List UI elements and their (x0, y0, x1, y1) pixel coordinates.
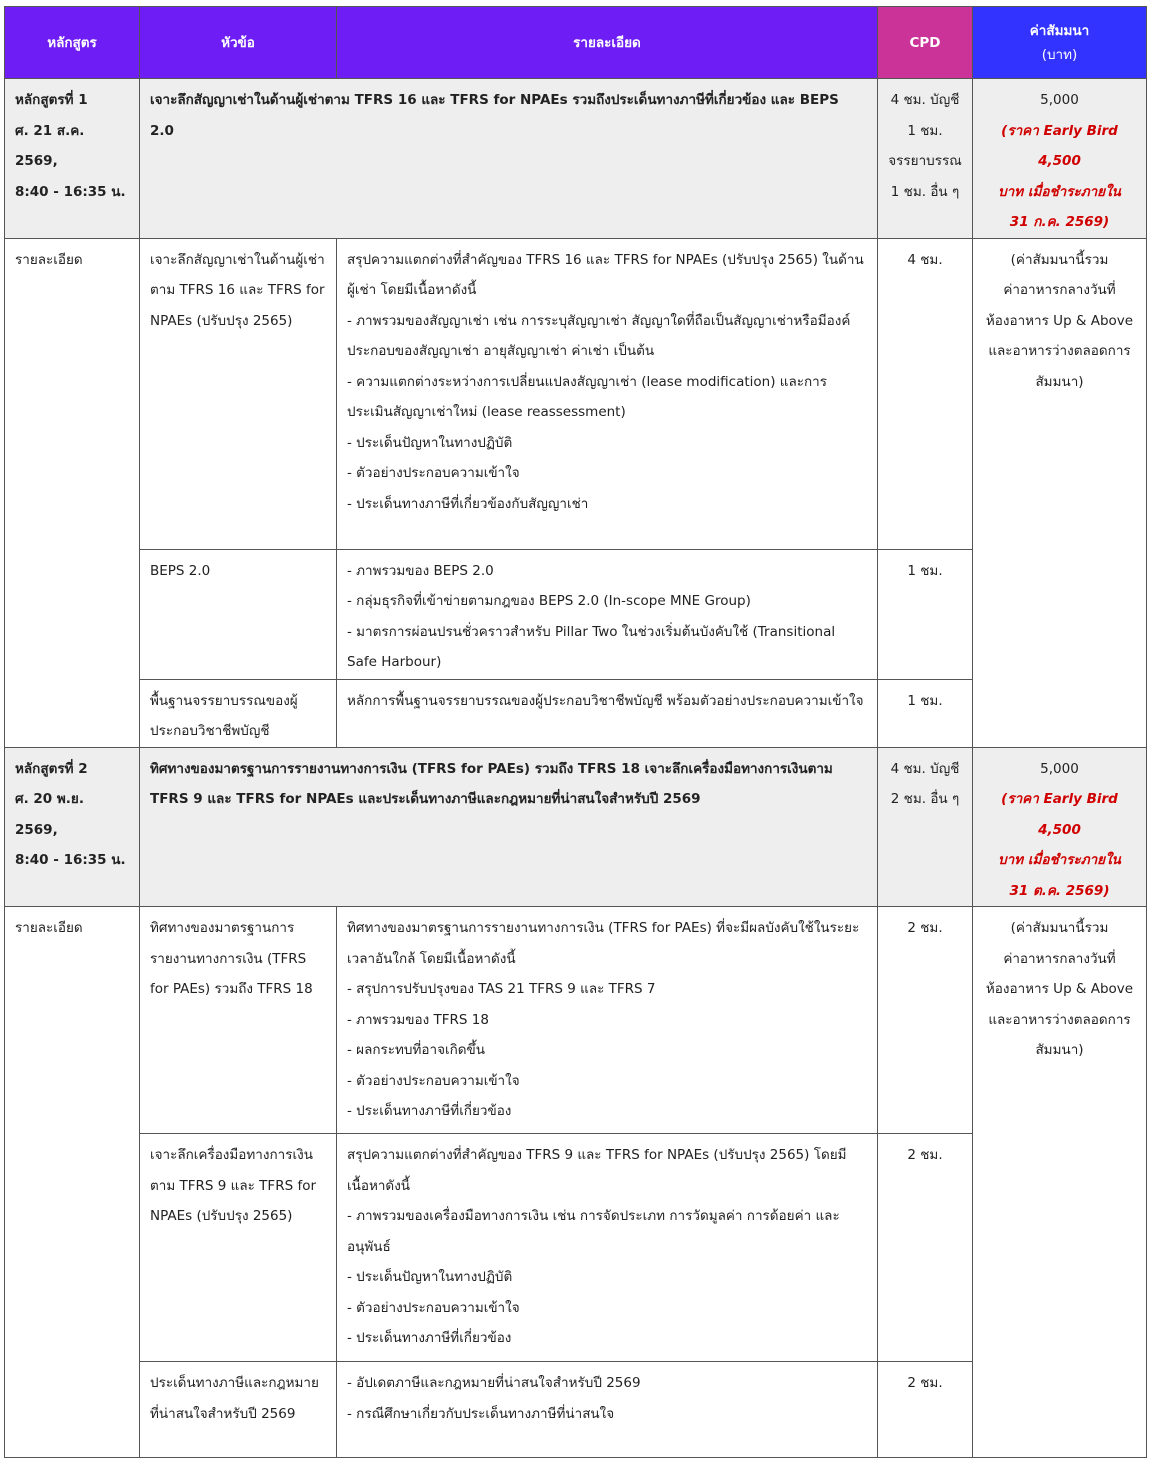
detail-line: หลักการพื้นฐานจรรยาบรรณของผู้ประกอบวิชาชีพบัญชี พร้อมตัวอย่างประกอบความเข้าใจ (347, 692, 864, 709)
detail-line: - ตัวอย่างประกอบความเข้าใจ (347, 1072, 520, 1089)
topic-cell: เจาะลึกสัญญาเช่าในด้านผู้เช่าตาม TFRS 16 และ TFRS for NPAEs (ปรับปรุง 2565) (140, 238, 337, 549)
header-fee-unit: (บาท) (1041, 46, 1078, 63)
fee-note-line: ค่าอาหารกลางวันที่ (1003, 282, 1116, 298)
detail-line: - ตัวอย่างประกอบความเข้าใจ (347, 465, 520, 481)
topic-cell: BEPS 2.0 (140, 549, 337, 679)
course-label-line: ศ. 21 ส.ค. 2569, (15, 122, 85, 169)
detail-line: - อัปเดตภาษีและกฎหมายที่น่าสนใจสำหรับปี 2569 (347, 1375, 641, 1391)
topic-cpd: 4 ชม. (878, 238, 973, 549)
course-1-label (5, 79, 140, 239)
course-label-line: หลักสูตรที่ 2 (15, 760, 88, 777)
course-1-fee (973, 79, 1147, 239)
early-bird-line: 31 ก.ค. 2569) (1009, 214, 1110, 230)
topic-cpd: 1 ชม. (878, 679, 973, 747)
course-2-cpd (878, 747, 973, 907)
fee-note-line: ห้องอาหาร Up & Above (985, 981, 1134, 997)
early-bird-line: (ราคา Early Bird 4,500 (1001, 791, 1118, 838)
fee-note-line: ห้องอาหาร Up & Above (985, 312, 1134, 329)
fee-note-line: และอาหารว่างตลอดการ (988, 1011, 1131, 1028)
topic-cell: ทิศทางของมาตรฐานการรายงานทางการเงิน (TFRS for PAEs) รวมถึง TFRS 18 (140, 907, 337, 1134)
detail-line: - ประเด็นปัญหาในทางปฏิบัติ (347, 1269, 513, 1285)
detail-line: - ภาพรวมของเครื่องมือทางการเงิน เช่น การจัดประเภท การวัดมูลค่า การด้อยค่า และอนุพันธ์ (347, 1208, 840, 1255)
course-label-line: 8:40 - 16:35 น. (15, 852, 126, 868)
detail-cell (337, 907, 878, 1134)
early-bird-line: 31 ต.ค. 2569) (1009, 882, 1110, 899)
seminar-schedule-table (4, 6, 1147, 1458)
course-2-title: ทิศทางของมาตรฐานการรายงานทางการเงิน (TFRS for PAEs) รวมถึง TFRS 18 เจาะลึกเครื่องมือทางการเงินตาม TFRS 9 และ TFRS for NPAEs และประเด็นทางภาษีและกฎหมายที่น่าสนใจสำหรับปี 2569 (140, 747, 878, 907)
fee-note-line: (ค่าสัมมนานี้รวม (1010, 251, 1109, 268)
course-label-line: ศ. 20 พ.ย. 2569, (15, 791, 84, 838)
header-cpd: CPD (878, 7, 973, 79)
detail-line: - ประเด็นทางภาษีที่เกี่ยวข้องกับสัญญาเช่า (347, 495, 589, 512)
detail-line: สรุปความแตกต่างที่สำคัญของ TFRS 9 และ TFRS for NPAEs (ปรับปรุง 2565) โดยมีเนื้อหาดังนี้ (347, 1147, 847, 1194)
topic-cpd: 2 ชม. (878, 907, 973, 1134)
detail-line: - ความแตกต่างระหว่างการเปลี่ยนแปลงสัญญาเช่า (lease modification) และการประเมินสัญญาเช่าใหม่ (lease reassessment) (347, 373, 828, 420)
fee-note-line: สัมมนา) (1035, 373, 1084, 390)
header-topic: หัวข้อ (140, 7, 337, 79)
topic-cpd: 2 ชม. (878, 1362, 973, 1458)
topic-cell: เจาะลึกเครื่องมือทางการเงินตาม TFRS 9 และ TFRS for NPAEs (ปรับปรุง 2565) (140, 1134, 337, 1362)
topic-cpd: 1 ชม. (878, 549, 973, 679)
detail-cell (337, 549, 878, 679)
detail-line: - ผลกระทบที่อาจเกิดขึ้น (347, 1042, 485, 1058)
header-course: หลักสูตร (5, 7, 140, 79)
detail-line: - ประเด็นปัญหาในทางปฏิบัติ (347, 434, 513, 451)
course-2-fee-note (973, 907, 1147, 1458)
course-1-topic-1-row (5, 238, 1147, 549)
detail-line: - มาตรการผ่อนปรนชั่วคราวสำหรับ Pillar Two ในช่วงเริ่มต้นบังคับใช้ (Transitional Safe Harbour) (347, 623, 836, 670)
detail-cell (337, 1134, 878, 1362)
fee-note-line: ค่าอาหารกลางวันที่ (1003, 950, 1116, 967)
header-detail: รายละเอียด (337, 7, 878, 79)
topic-cell: พื้นฐานจรรยาบรรณของผู้ประกอบวิชาชีพบัญชี (140, 679, 337, 747)
topic-cell: ประเด็นทางภาษีและกฎหมายที่น่าสนใจสำหรับปี 2569 (140, 1362, 337, 1458)
early-bird-line: บาท เมื่อชำระภายใน (998, 183, 1121, 200)
cpd-line: 4 ชม. บัญชี (890, 760, 960, 777)
detail-line: - ตัวอย่างประกอบความเข้าใจ (347, 1299, 520, 1316)
cpd-line: 1 ชม. (907, 122, 943, 139)
header-row (5, 7, 1147, 79)
detail-line: - ภาพรวมของ TFRS 18 (347, 1011, 489, 1028)
early-bird-line: บาท เมื่อชำระภายใน (998, 852, 1121, 868)
detail-line: - ภาพรวมของสัญญาเช่า เช่น การระบุสัญญาเช่า สัญญาใดที่ถือเป็นสัญญาเช่าหรือมีองค์ประกอบของสัญญาเช่า อายุสัญญาเช่า ค่าเช่า เป็นต้น (347, 312, 851, 359)
cpd-line: 1 ชม. อื่น ๆ (890, 183, 960, 200)
course-1-title: เจาะลึกสัญญาเช่าในด้านผู้เช่าตาม TFRS 16 และ TFRS for NPAEs รวมถึงประเด็นทางภาษีที่เกี่ยวข้อง และ BEPS 2.0 (140, 79, 878, 239)
course-2-row (5, 747, 1147, 907)
header-fee (973, 7, 1147, 79)
course-2-detail-label: รายละเอียด (5, 907, 140, 1458)
detail-line: ทิศทางของมาตรฐานการรายงานทางการเงิน (TFRS for PAEs) ที่จะมีผลบังคับใช้ในระยะเวลาอันใกล้ โดยมีเนื้อหาดังนี้ (347, 920, 860, 967)
price: 5,000 (1040, 760, 1079, 777)
early-bird-line: (ราคา Early Bird 4,500 (1001, 122, 1118, 169)
price: 5,000 (1040, 92, 1079, 108)
course-1-row (5, 79, 1147, 239)
course-2-topic-1-row (5, 907, 1147, 1134)
course-2-fee (973, 747, 1147, 907)
detail-line: - กลุ่มธุรกิจที่เข้าข่ายตามกฎของ BEPS 2.0 (In-scope MNE Group) (347, 593, 751, 609)
cpd-line: จรรยาบรรณ (888, 153, 962, 169)
detail-line: - สรุปการปรับปรุงของ TAS 21 TFRS 9 และ TFRS 7 (347, 981, 656, 997)
detail-line: สรุปความแตกต่างที่สำคัญของ TFRS 16 และ TFRS for NPAEs (ปรับปรุง 2565) ในด้านผู้เช่า โดยมีเนื้อหาดังนี้ (347, 251, 864, 298)
topic-cpd: 2 ชม. (878, 1134, 973, 1362)
course-1-detail-label: รายละเอียด (5, 238, 140, 747)
course-2-label (5, 747, 140, 907)
detail-cell (337, 679, 878, 747)
detail-cell (337, 1362, 878, 1458)
header-fee-label: ค่าสัมมนา (1029, 22, 1090, 39)
cpd-line: 2 ชม. อื่น ๆ (890, 791, 960, 807)
detail-line: - กรณีศึกษาเกี่ยวกับประเด็นทางภาษีที่น่าสนใจ (347, 1405, 615, 1422)
course-label-line: 8:40 - 16:35 น. (15, 183, 126, 200)
detail-line: - ประเด็นทางภาษีที่เกี่ยวข้อง (347, 1103, 512, 1119)
course-label-line: หลักสูตรที่ 1 (15, 92, 88, 108)
cpd-line: 4 ชม. บัญชี (890, 92, 960, 108)
fee-note-line: และอาหารว่างตลอดการ (988, 343, 1131, 359)
detail-line: - ภาพรวมของ BEPS 2.0 (347, 562, 494, 579)
fee-note-line: สัมมนา) (1035, 1042, 1084, 1058)
course-1-cpd (878, 79, 973, 239)
fee-note-line: (ค่าสัมมนานี้รวม (1010, 920, 1109, 936)
detail-cell (337, 238, 878, 549)
detail-line: - ประเด็นทางภาษีที่เกี่ยวข้อง (347, 1330, 512, 1346)
course-1-fee-note (973, 238, 1147, 747)
